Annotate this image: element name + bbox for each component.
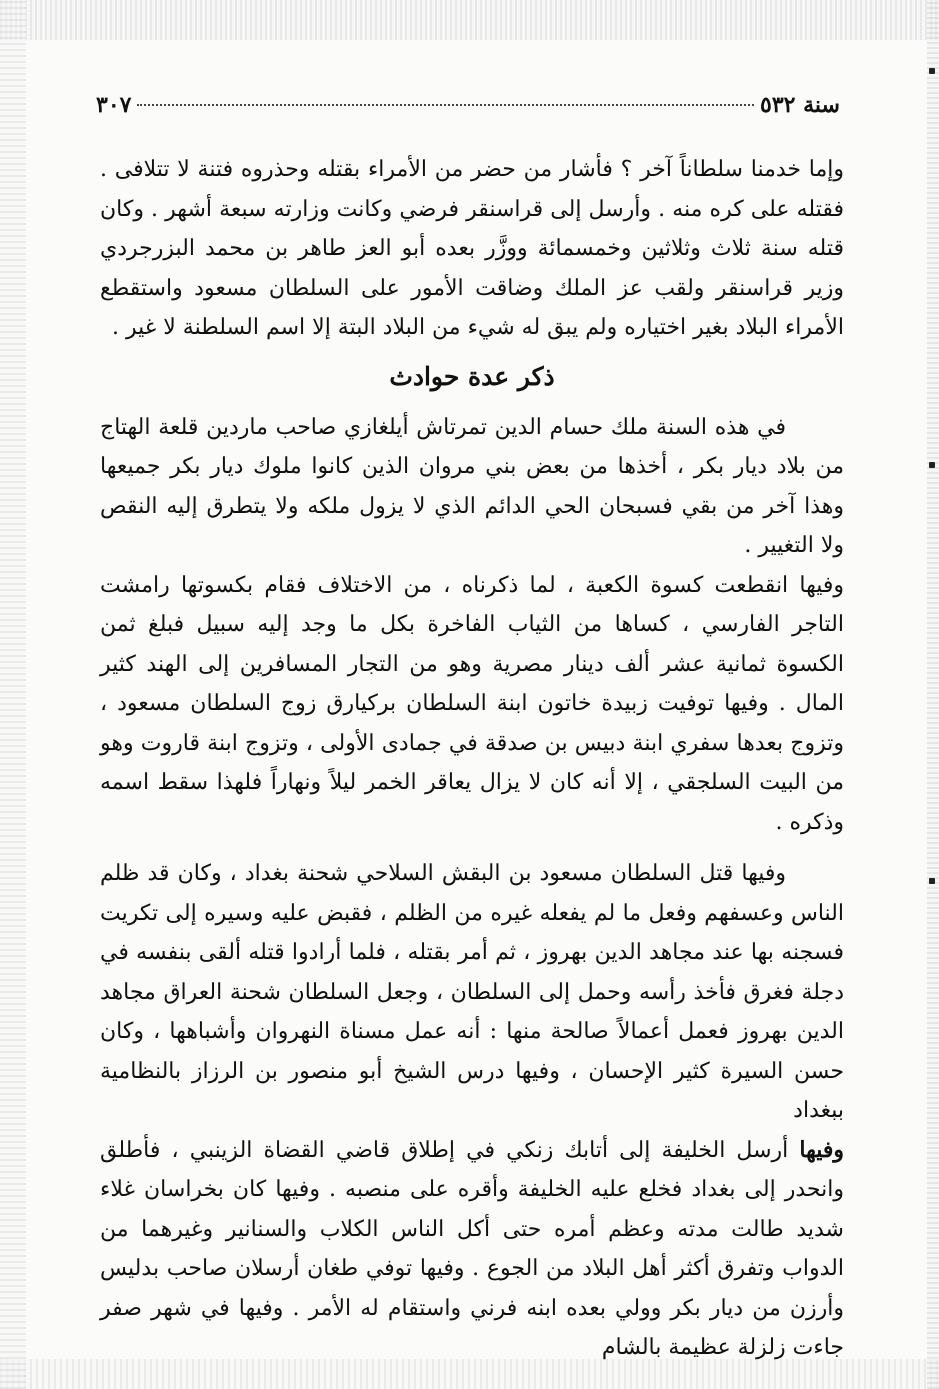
leader-dots — [137, 103, 754, 106]
paragraph — [100, 1131, 844, 1368]
paragraph: وفيها قتل السلطان مسعود بن البقش السلاحي شحنة بغداد ، وكان قد ظلم الناس وعسفهم وفعل ما لم يفعله غيره من الظلم ، فقبض عليه وسيره إلى تكريت فسجنه بها عند مجاهد الدين بهروز ، ثم أمر بقتله ، فلما أرادوا قتله ألقى بنفسه في دجلة فغرق فأخذ رأسه وحمل إلى السلطان ، وجعل السلطان شحنة العراق مجاهد الدين بهروز فعمل أعمالاً صالحة منها : أنه عمل مسناة النهروان وأشباهها ، وكان حسن السيرة كثير الإحسان ، وفيها درس الشيخ أبو منصور بن الرزاز بالنظامية ببغداد — [100, 861, 844, 1123]
scan-border-right — [927, 0, 939, 1389]
scan-border-top — [0, 0, 939, 40]
paragraph-keyword: وفيها — [799, 1136, 845, 1163]
scan-mark — [929, 462, 935, 468]
scan-border-left — [0, 0, 26, 1389]
running-title: سنة ٥٣٢ — [760, 92, 840, 118]
body-text — [100, 150, 844, 1368]
paragraph: في هذه السنة ملك حسام الدين تمرتاش أيلغازي صاحب ماردين قلعة الهتاج من بلاد ديار بكر ، أخذها من بعض بني مروان الذين كانوا ملوك ديار بكر جميعها وهذا آخر من بقي فسبحان الحي الدائم الذي لا يزول ملكه ولا يتطرق إليه النقص ولا التغيير . — [100, 414, 844, 558]
page-header — [96, 92, 840, 132]
scan-mark — [929, 68, 935, 74]
paragraph: وإما خدمنا سلطاناً آخر ؟ فأشار من حضر من الأمراء بقتله وحذروه فتنة لا تتلافى . فقتله على كره منه . وأرسل إلى قراسنقر فرضي وكانت وزارته سبعة أشهر . وكان قتله سنة ثلاث وثلاثين وخمسمائة ووزَّر بعده أبو العز طاهر بن محمد البزرجردي وزير قراسنقر ولقب عز الملك وضاقت الأمور على السلطان مسعود واستقطع الأمراء البلاد بغير اختياره ولم يبق له شيء من البلاد البتة إلا اسم السلطنة لا غير . — [100, 157, 844, 340]
page-number: ٣٠٧ — [96, 92, 132, 118]
paragraph: وفيها انقطعت كسوة الكعبة ، لما ذكرناه ، من الاختلاف فقام بكسوتها رامشت التاجر الفارسي ، كساها من الثياب الفاخرة بكل ما وجد إليه سبيل فبلغ ثمن الكسوة ثمانية عشر ألف دينار مصرية وهو من التجار المسافرين إلى الهند كثير المال . وفيها توفيت زبيدة خاتون ابنة السلطان بركيارق زوج السلطان مسعود ، وتزوج بعدها سفري ابنة دبيس بن صدقة في جمادى الأولى ، وتزوج ابنة قاروت وهو من البيت السلجقي ، إلا أنه كان لا يزال يعاقر الخمر ليلاً ونهاراً فلهذا سقط اسمه وذكره . — [100, 572, 844, 835]
scan-mark — [929, 878, 935, 884]
paragraph-rest: أرسل الخليفة إلى أتابك زنكي في إطلاق قاضي القضاة الزينبي ، فأطلق وانحدر إلى بغداد فخلع عليه الخليفة وأقره على منصبه . وفيها كان بخراسان غلاء شديد طالت مدته وعظم أمره حتى أكل الناس الكلاب والسنانير وغيرهما من الدواب وتفرق أكثر أهل البلاد من الجوع . وفيها توفي طغان أرسلان صاحب بدليس وأرزن من ديار بكر وولي بعده ابنه فرني واستقام له الأمر . وفيها في شهر صفر جاءت زلزلة عظيمة بالشام — [100, 1137, 844, 1360]
section-heading: ذكر عدة حوادث — [389, 361, 555, 391]
